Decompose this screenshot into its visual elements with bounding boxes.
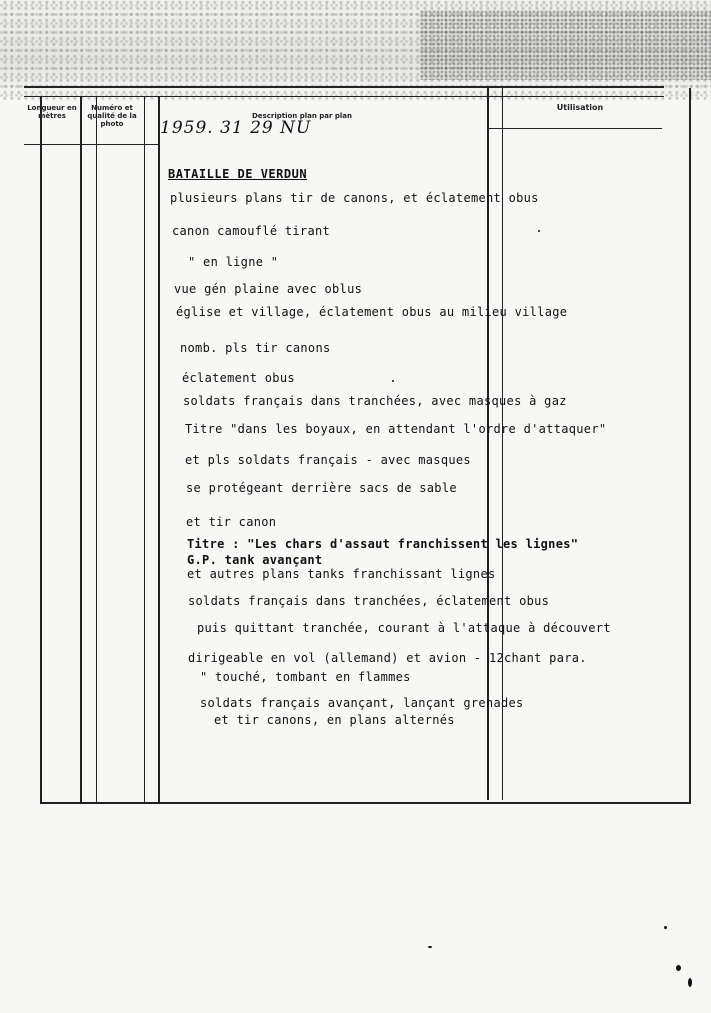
col-divider-5 [158,96,160,804]
scan-speck [676,965,681,971]
description-line: et tir canons, en plans alternés [214,713,455,727]
description-line: soldats français dans tranchées, éclatement obus [188,594,550,608]
description-line: soldats français dans tranchées, avec masques à gaz [183,394,567,408]
description-line: se protégeant derrière sacs de sable [186,481,457,495]
right-header-rule [487,128,662,129]
description-line: vue gén plaine avec oblus [174,282,363,296]
col-description-header: Description plan par plan [252,112,353,120]
col-photo-header: Numéro et qualité de la photo [87,104,137,128]
col-divider-1 [40,96,42,804]
scan-speck [428,946,432,948]
col-usage-header: Utilisation [556,103,604,112]
reference-number: 1959. 31 29 NU [160,118,312,138]
description-line: " en ligne " [188,255,279,269]
description-line: puis quittant tranchée, courant à l'attaque à découvert [197,621,611,635]
document-title: BATAILLE DE VERDUN [168,167,308,181]
description-line: Titre : "Les chars d'assaut franchissent les lignes" [187,537,579,551]
description-line: nomb. pls tir canons [180,341,331,355]
description-line: et tir canon [186,515,277,529]
scan-speck [664,926,667,929]
description-line: G.P. tank avançant [187,553,323,567]
description-line: Titre "dans les boyaux, en attendant l'ordre d'attaquer" [185,422,607,436]
description-line: éclatement obus [182,371,295,385]
top-rule [24,86,664,88]
description-line: et autres plans tanks franchissant lignes [187,567,496,581]
description-line: église et village, éclatement obus au milieu village [176,305,568,319]
header-bottom-rule [24,144,159,145]
description-line: canon camouflé tirant [172,224,331,238]
description-line: " touché, tombant en flammes [200,670,411,684]
col-divider-3 [96,96,97,804]
description-line: plusieurs plans tir de canons, et éclatement obus [170,191,539,205]
description-line: et pls soldats français - avec masques [185,453,471,467]
description-line: soldats français avançant, lançant grenades [200,696,524,710]
scan-speck [538,230,540,232]
description-line: dirigeable en vol (allemand) et avion - 12chant para. [188,651,587,665]
scan-speck [392,380,394,382]
right-border [689,88,691,804]
bottom-rule [40,802,690,804]
col-length-header: Longueur en mètres [27,104,77,120]
header-rule [24,96,664,97]
col-divider-4 [144,96,145,804]
col-divider-2 [80,96,82,804]
scan-noise-dark [420,10,711,80]
scan-speck [688,978,692,987]
